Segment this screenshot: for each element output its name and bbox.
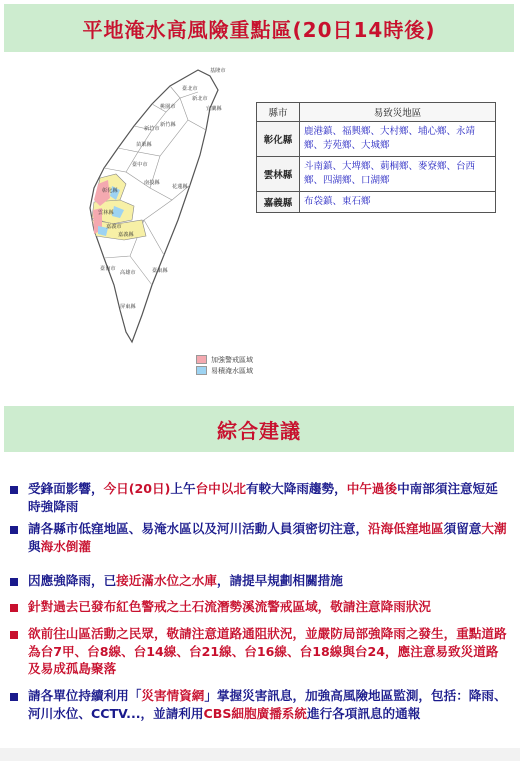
table-county-cell: 彰化縣: [257, 122, 300, 157]
advice-segment: 請各縣市低窪地區、易淹水區以及河川活動人員須密切注意，: [28, 521, 369, 536]
advice-text: [28, 598, 431, 616]
advice-highlight: 中午過後: [346, 481, 398, 496]
advice-banner: [4, 406, 514, 452]
legend-warning-label: 加強警戒區域: [211, 355, 253, 364]
table-header-places: 易致災地區: [300, 103, 496, 122]
bullet-square-icon: [10, 604, 18, 612]
advice-item: [8, 572, 508, 590]
bullet-square-icon: [10, 693, 18, 701]
advice-item: [8, 520, 508, 555]
advice-text: [28, 520, 508, 555]
map-label: 雲林縣: [98, 210, 114, 216]
advice-text: [28, 625, 508, 678]
advice-segment: 欲前往山區活動之民眾，敬請注意道路通阻狀況，並嚴防局部強降雨之發生，重點道路為: [28, 626, 507, 659]
advice-item: [8, 625, 508, 678]
page-title: 平地淹水高風險重點區(20日14時後): [82, 17, 436, 42]
advice-highlight: 台7甲、台8線、台14線、台21線、台16線、台18線與台24: [40, 643, 386, 659]
table-county-cell: 嘉義縣: [257, 192, 300, 213]
advice-segment: 受鋒面影響，: [28, 481, 104, 496]
map-label: 彰化縣: [102, 188, 118, 194]
advice-highlight: 敬請注意降雨狀況: [330, 599, 431, 614]
bullet-square-icon: [10, 526, 18, 534]
legend-flood-label: 易積淹水區域: [211, 366, 253, 375]
advice-segment: ，請提早規劃相關措施: [216, 573, 343, 588]
table-places-cell: 布袋鎮、東石鄉: [300, 192, 496, 213]
advice-text: [28, 480, 508, 515]
legend-warning: [196, 354, 253, 365]
advice-item: [8, 480, 508, 515]
advice-segment: 請各單位持續利用「: [28, 688, 142, 703]
advice-segment: 須留意: [443, 521, 482, 536]
advice-segment: 因應強降雨，已: [28, 573, 117, 588]
advice-segment: 中南部須注意短延時強降雨: [28, 481, 498, 514]
map-legend: [196, 354, 253, 376]
table-header-row: [257, 103, 496, 122]
bullet-square-icon: [10, 578, 18, 586]
map-label: 嘉義縣: [118, 232, 134, 238]
map-label: 新竹市: [144, 126, 160, 132]
table-places-cell: 鹿港鎮、福興鄉、大村鄉、埔心鄉、永靖鄉、芳苑鄉、大城鄉: [300, 122, 496, 157]
map-label: 臺北市: [182, 86, 198, 92]
map-label: 高雄市: [120, 270, 136, 276]
map-label: 基隆市: [210, 68, 226, 74]
advice-text: [28, 687, 508, 722]
map-label: 桃園市: [160, 104, 176, 110]
advice-segment: 有較大降雨趨勢，: [245, 481, 347, 496]
advice-segment: 上午: [170, 481, 196, 496]
map-label: 新北市: [192, 96, 208, 102]
advice-segment: 針對過去已發布紅色警戒之土石流潛勢溪流警戒區域，: [28, 599, 331, 614]
advice-highlight: 災害情資網: [141, 688, 205, 703]
bullet-square-icon: [10, 631, 18, 639]
map-label: 新竹縣: [160, 122, 176, 128]
table-header-county: 縣市: [257, 103, 300, 122]
advice-segment: 進行各項訊息的通報: [306, 705, 421, 721]
advice-title: 綜合建議: [217, 418, 301, 443]
map-label: 嘉義市: [106, 224, 122, 230]
advice-highlight: 台中以北: [195, 481, 246, 496]
advice-segment: ，應注意易致災道路及易成孤島聚落: [28, 643, 499, 677]
map-section: [0, 56, 520, 386]
table-places-cell: 斗南鎮、大埤鄉、莿桐鄉、麥寮鄉、台西鄉、四湖鄉、口湖鄉: [300, 157, 496, 192]
bottom-strip: [0, 748, 520, 761]
title-banner: [4, 4, 514, 52]
advice-text: [28, 572, 343, 590]
advice-highlight: 沿海低窪地區: [368, 521, 444, 536]
advice-highlight: 接近滿水位之水庫: [116, 573, 217, 588]
flood-swatch: [196, 366, 207, 375]
advice-highlight: 海水倒灌: [40, 538, 91, 554]
advice-segment: 與: [28, 538, 41, 554]
map-label: 南投縣: [144, 180, 160, 186]
map-label: 臺東縣: [152, 268, 168, 274]
map-label: 苗栗縣: [136, 142, 152, 148]
table-county-cell: 雲林縣: [257, 157, 300, 192]
map-label: 臺中市: [132, 162, 148, 168]
taiwan-map: [60, 60, 240, 350]
bullet-square-icon: [10, 486, 18, 494]
map-label: 臺南市: [100, 266, 116, 272]
advice-item: [8, 598, 508, 616]
advice-item: [8, 687, 508, 722]
map-label: 宜蘭縣: [206, 106, 222, 112]
warning-swatch: [196, 355, 207, 364]
advice-segment: 」掌握災害訊息，加強高風險地區監測，包括：降雨、河川水位、CCTV...，並請利用: [28, 688, 507, 721]
map-label: 屏東縣: [120, 304, 136, 310]
table-row: [257, 192, 496, 213]
advice-highlight: 大潮: [481, 521, 507, 536]
advice-highlight: 今日(20日): [103, 481, 171, 496]
map-label: 花蓮縣: [172, 184, 188, 190]
legend-flood: [196, 365, 253, 376]
advice-highlight: CBS細胞廣播系統: [203, 705, 307, 721]
table-row: [257, 157, 496, 192]
table-row: [257, 122, 496, 157]
risk-table: [256, 102, 496, 213]
